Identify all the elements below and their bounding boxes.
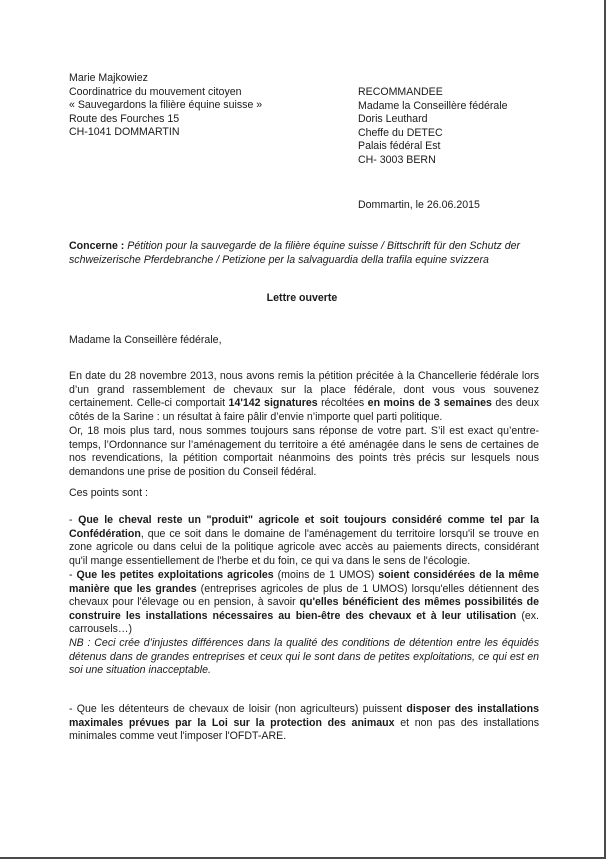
bold-run: soient considérées de la même manière que les grandes	[69, 569, 539, 595]
subject-line	[69, 240, 539, 267]
text-run: , que ce soit dans le domaine de l'aménagement du territoire lorsqu'il se trouve en zone agricole ou dans celui de la politique agricole avec accès au paiements directs, considérant qu'il mange essentiellement de l'herbe et du foin, ce qui va dans le sens de l'écologie.	[69, 527, 539, 567]
duration-highlight: en moins de 3 semaines	[367, 397, 492, 410]
recipient-city: CH- 3003 BERN	[358, 153, 436, 166]
note-nb	[69, 637, 539, 678]
bullet-dash: -	[69, 569, 77, 581]
bold-run: Que les petites exploitations agricoles	[76, 569, 274, 581]
sender-name: Marie Majkowiez	[69, 72, 148, 84]
recipient-building: Palais fédéral Est	[358, 140, 441, 153]
text-run: Ces points sont :	[69, 487, 148, 499]
recipient-title: Madame la Conseillère fédérale	[358, 99, 508, 112]
recipient-mail-type: RECOMMANDEE	[358, 86, 443, 98]
text-run: En date du 28 novembre 2013, nous avons remis la pétition précitée à la Chancellerie fédérale lors d’un grand rassemblement de chevaux sur la place fédérale, dont vous vous souvenez certainement. Celle-ci comportait	[69, 370, 539, 410]
recipient-address	[358, 86, 508, 168]
subject-label: Concerne :	[69, 240, 125, 252]
bold-run: disposer des installations maximales prévues par la Loi sur la protection des animaux	[69, 703, 540, 729]
text-run: Or, 18 mois plus tard, nous sommes toujours sans réponse de votre part. S’il est exact qu’entre-temps, l’Ordonnance sur l’aménagement du territoire a été aménagée dans le sens de certaines de nos revendications, la pétition comportait néanmoins des points très précis sur lesquels nous demandons une prise de position du Conseil fédéral.	[69, 425, 539, 478]
sender-role: Coordinatrice du mouvement citoyen	[69, 85, 242, 98]
bullet-dash: -	[69, 514, 79, 526]
paragraph-no-response	[69, 425, 539, 479]
point-leisure-owners	[69, 703, 539, 744]
salutation: Madame la Conseillère fédérale,	[69, 334, 222, 346]
sender-movement: « Sauvegardons la filière équine suisse »	[69, 99, 263, 112]
text-run: (ex. carrousels…)	[69, 609, 539, 636]
text-run: NB : Ceci crée d’injustes différences dans la qualité des conditions de détention entre les équidés détenus dans de grandes entreprises et ceux qui le sont dans de petites exploitations, ce qui est en soi une situation inacceptable.	[69, 637, 539, 677]
text-run: - Que les détenteurs de chevaux de loisir (non agriculteurs) puissent	[69, 703, 407, 715]
sender-street: Route des Fourches 15	[69, 112, 180, 125]
point-small-farms	[69, 569, 539, 637]
date-line: Dommartin, le 26.06.2015	[358, 199, 480, 211]
recipient-role: Cheffe du DETEC	[358, 126, 443, 139]
recipient-name: Doris Leuthard	[358, 113, 428, 126]
sender-city: CH-1041 DOMMARTIN	[69, 126, 180, 139]
bold-run: qu'elles bénéficient des mêmes possibilités de construire les installations nécessaires au bien-être des chevaux et à leur utilisation	[69, 596, 539, 622]
points-intro	[69, 487, 539, 501]
text-run: des deux côtés de la Sarine : un résultat à faire pâlir d’envie n’importe quel parti politique.	[69, 397, 539, 423]
text-run: et non pas des installations minimales comme veut l'imposer l'OFDT-ARE.	[69, 716, 539, 743]
paragraph-petition-submission	[69, 370, 539, 424]
bold-run: Que le cheval reste un "produit" agricole et soit toujours considéré comme tel par la Confédération	[69, 514, 539, 540]
letter-title: Lettre ouverte	[266, 292, 338, 304]
text-run: (entreprises agricoles de plus de 1 UMOS) lorsqu'elles détiennent des chevaux pour l'élevage ou en pension, à savoir	[69, 582, 540, 609]
signature-count: 14'142 signatures	[228, 397, 318, 410]
text-run: récoltées	[317, 397, 368, 410]
subject-text: Pétition pour la sauvegarde de la filière équine suisse / Bittschrift für den Schutz der schweizerische Pferdebranche / Petizione per la salvaguardia della trafila equine svizzera	[69, 240, 521, 266]
sender-address	[69, 72, 262, 140]
text-run: (moins de 1 UMOS)	[273, 569, 379, 581]
point-horse-agricultural	[69, 514, 539, 568]
